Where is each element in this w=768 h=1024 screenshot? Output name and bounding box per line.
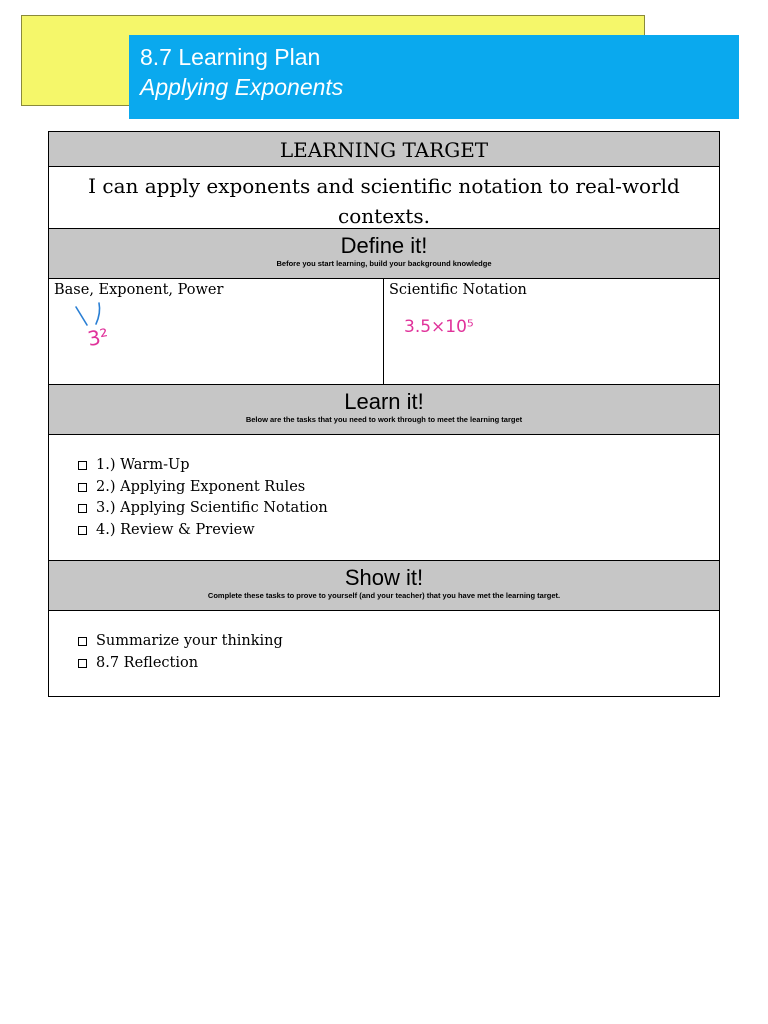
learning-target-header [49, 132, 719, 167]
learn-task-item[interactable] [78, 520, 719, 542]
define-header [49, 229, 719, 279]
learn-task-item[interactable] [78, 498, 719, 520]
page-title: 8.7 Learning Plan [140, 44, 321, 70]
define-cell-base-exponent[interactable] [49, 279, 384, 384]
define-subheading: Before you start learning, build your background knowledge [276, 259, 492, 268]
learning-plan-table [48, 131, 720, 697]
learning-target-heading: LEARNING TARGET [279, 138, 489, 162]
show-task-label: 8.7 Reflection [96, 654, 199, 671]
learn-task-list [49, 435, 719, 561]
checkbox-icon[interactable] [78, 504, 87, 513]
handwritten-notation-annotation [384, 279, 719, 385]
handwritten-power-annotation [49, 279, 384, 385]
checkbox-icon[interactable] [78, 637, 87, 646]
define-left-label: Base, Exponent, Power [54, 282, 224, 298]
show-task-label: Summarize your thinking [96, 633, 283, 649]
page-subtitle: Applying Exponents [140, 74, 344, 100]
learn-subheading: Below are the tasks that you need to work through to meet the learning target [245, 415, 523, 424]
learn-task-item[interactable] [78, 477, 719, 499]
show-header [49, 561, 719, 611]
checkbox-icon[interactable] [78, 659, 87, 668]
learn-task-label: 1.) Warm-Up [96, 457, 190, 473]
show-task-item[interactable] [78, 631, 719, 653]
show-task-list [49, 611, 719, 696]
learning-target-text: I can apply exponents and scientific notation to real-world contexts. [49, 167, 719, 229]
learn-task-label: 4.) Review & Preview [96, 521, 255, 538]
define-cell-scientific-notation[interactable] [384, 279, 719, 384]
learn-task-item[interactable] [78, 455, 719, 477]
define-right-label: Scientific Notation [389, 282, 527, 298]
learn-heading: Learn it! [344, 389, 424, 414]
learn-task-label: 3.) Applying Scientific Notation [96, 500, 328, 516]
learn-task-label: 2.) Applying Exponent Rules [96, 478, 306, 495]
checkbox-icon[interactable] [78, 461, 87, 470]
checkbox-icon[interactable] [78, 526, 87, 535]
header-title-box [129, 35, 739, 119]
show-task-item[interactable] [78, 653, 719, 675]
learn-header [49, 385, 719, 435]
handwritten-scientific-example: 3.5×10⁵ [404, 317, 474, 337]
define-row [49, 279, 719, 385]
define-heading: Define it! [340, 233, 428, 258]
checkbox-icon[interactable] [78, 483, 87, 492]
show-heading: Show it! [344, 565, 424, 590]
handwritten-base-3: 3² [85, 323, 111, 351]
show-subheading: Complete these tasks to prove to yourself (and your teacher) that you have met the learning target. [207, 591, 561, 600]
